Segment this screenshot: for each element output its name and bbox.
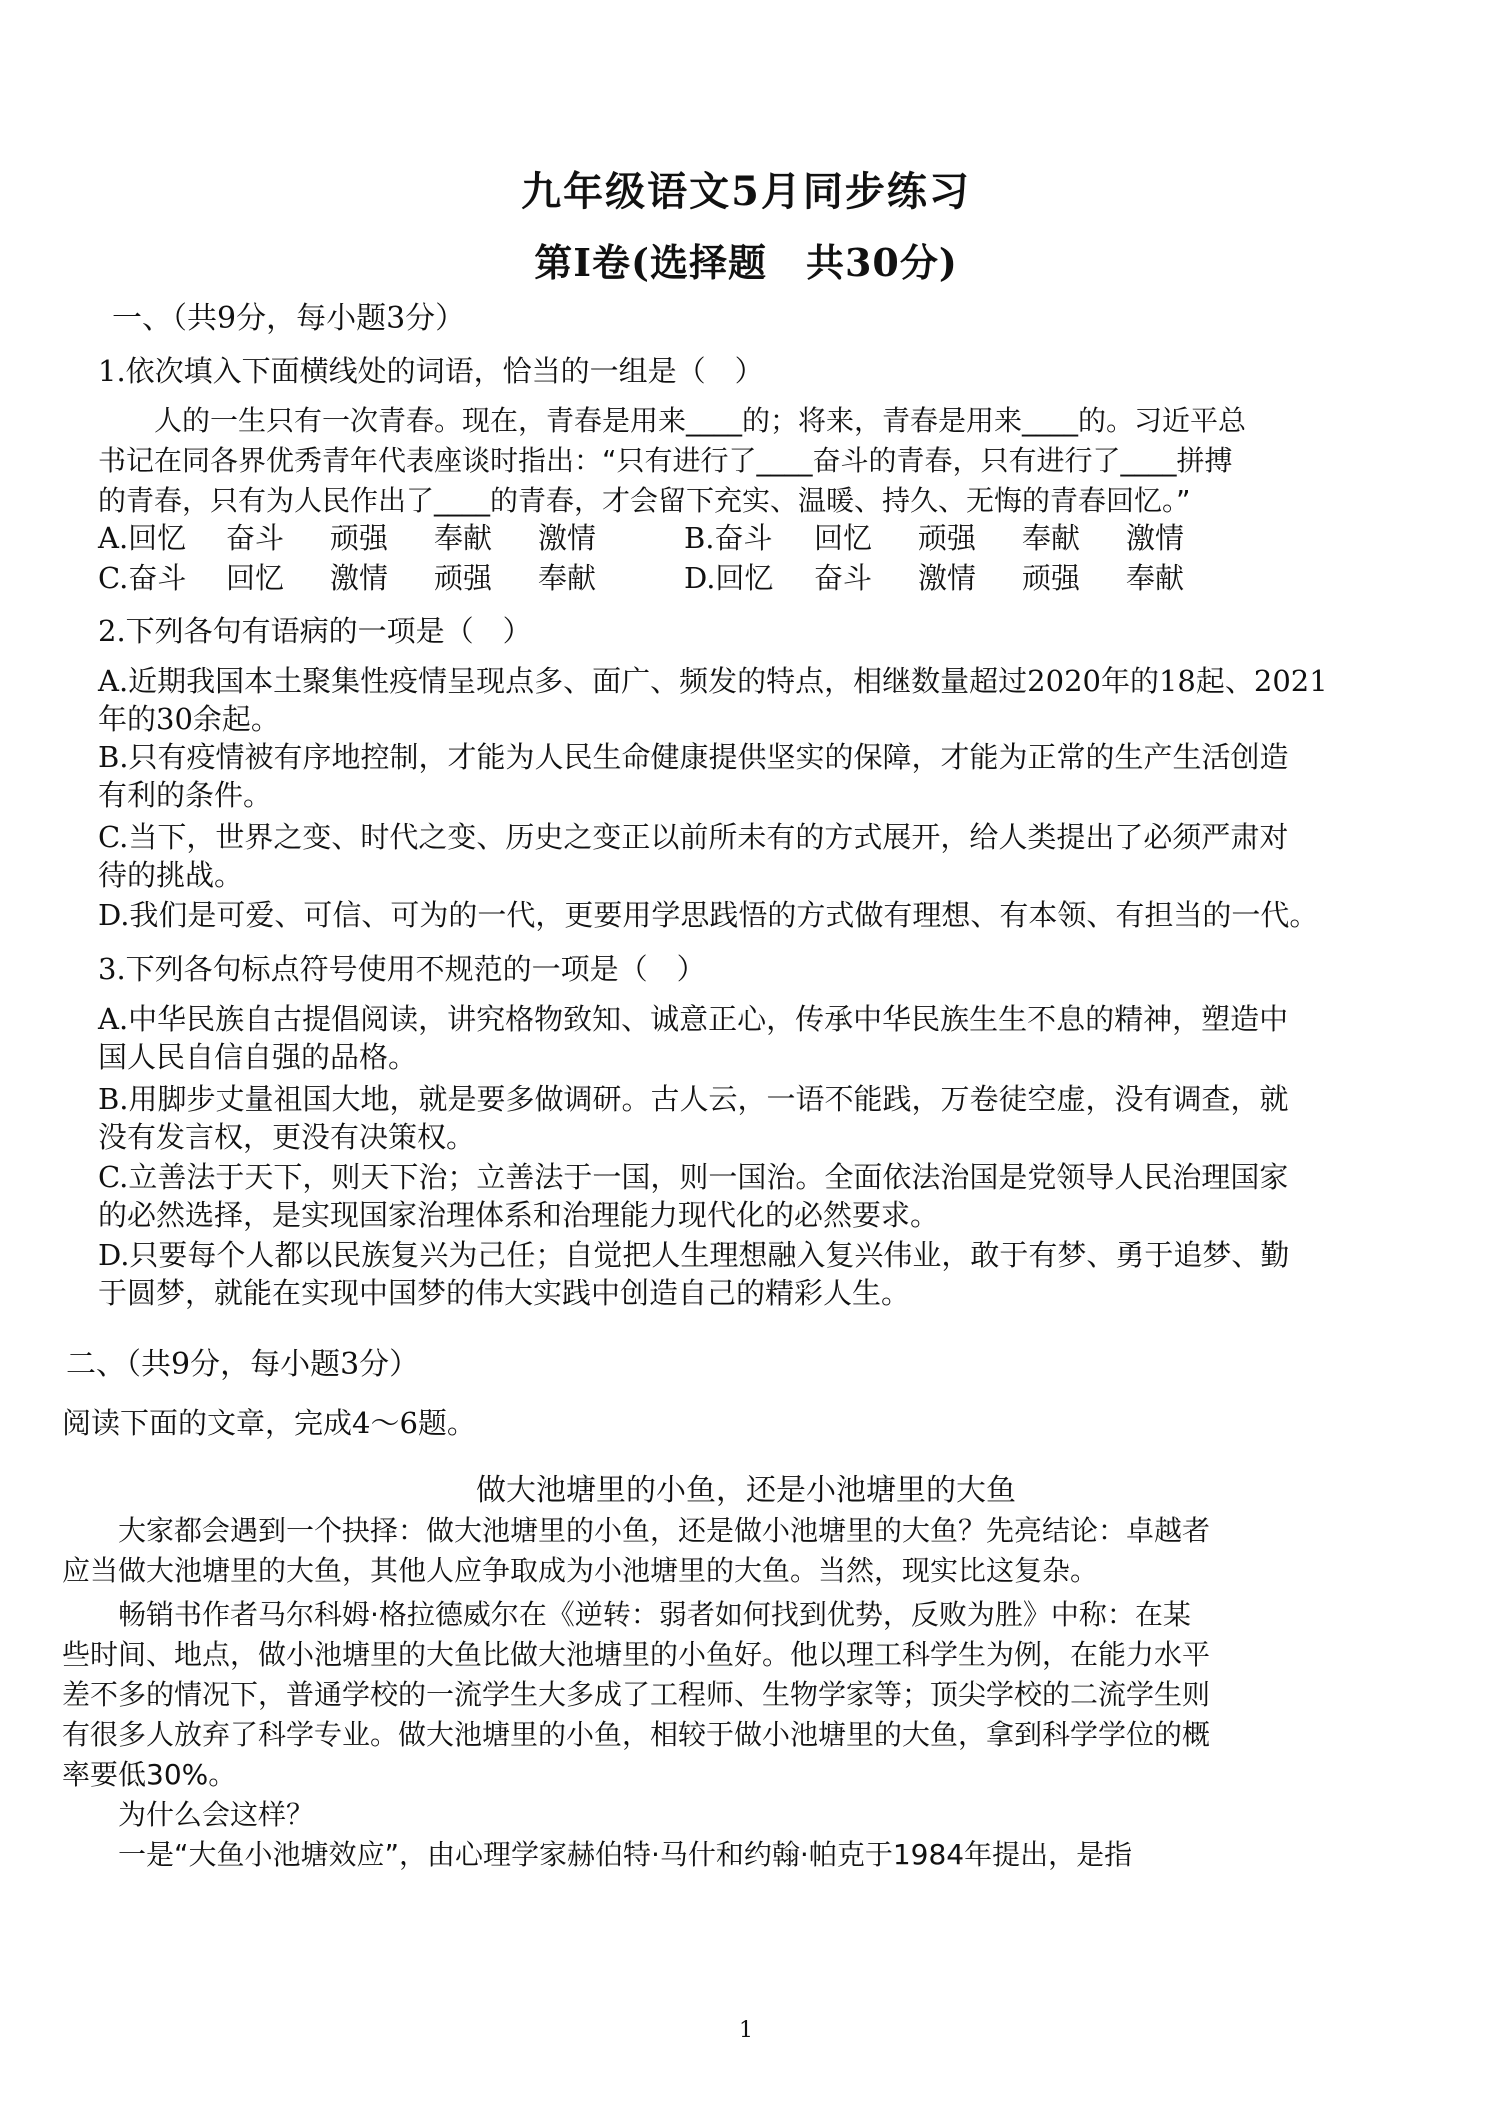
- q1-options-row: [98, 516, 1230, 557]
- section1-heading: 一、（共9分，每小题3分）: [112, 301, 466, 336]
- q2-line: B.只有疫情被有序地控制，才能为人民生命健康提供坚实的保障，才能为正常的生产生活创造: [98, 740, 1289, 774]
- passage-line: 为什么会这样？: [62, 1798, 315, 1831]
- page-number: 1: [739, 2018, 753, 2043]
- passage-line: 差不多的情况下，普通学校的一流学生大多成了工程师、生物学家等；顶尖学校的二流学生则: [62, 1678, 1211, 1711]
- exam-subtitle: 第Ⅰ卷(选择题 共30分): [534, 240, 958, 285]
- q2-stem: 2.下列各句有语病的一项是（ ）: [98, 614, 532, 648]
- exam-title: 九年级语文5月同步练习: [521, 168, 971, 215]
- q1-passage-line: 的青春，只有为人民作出了____的青春，才会留下充实、温暖、持久、无悔的青春回忆。”: [98, 484, 1191, 517]
- q2-line: 年的30余起。: [98, 702, 280, 736]
- q3-stem: 3.下列各句标点符号使用不规范的一项是（ ）: [98, 952, 706, 986]
- q1-option-word: 回忆: [226, 561, 285, 595]
- q1-option-word: 顽强: [918, 521, 977, 555]
- q1-option-word: 奉献: [538, 561, 597, 595]
- section2-instruction: 阅读下面的文章，完成4～6题。: [62, 1406, 476, 1440]
- q1-option-word: A.回忆: [98, 521, 187, 555]
- q1-option-word: 顽强: [434, 561, 493, 595]
- q1-option-word: 激情: [538, 521, 597, 555]
- q1-option-word: 激情: [330, 561, 389, 595]
- q3-line: D.只要每个人都以民族复兴为己任；自觉把人生理想融入复兴伟业，敢于有梦、勇于追梦、勤: [98, 1238, 1290, 1272]
- q1-option-word: 奉献: [434, 521, 493, 555]
- q1-option-word: C.奋斗: [98, 561, 187, 595]
- q3-line: A.中华民族自古提倡阅读，讲究格物致知、诚意正心，传承中华民族生生不息的精神，塑造中: [98, 1002, 1289, 1036]
- q3-line: 的必然选择，是实现国家治理体系和治理能力现代化的必然要求。: [98, 1198, 940, 1232]
- q1-option-word: 激情: [1126, 521, 1185, 555]
- q3-line: C.立善法于天下，则天下治；立善法于一国，则一国治。全面依法治国是党领导人民治理国家: [98, 1160, 1289, 1194]
- q1-option-word: 奉献: [1126, 561, 1185, 595]
- q3-line: 于圆梦，就能在实现中国梦的伟大实践中创造自己的精彩人生。: [98, 1276, 911, 1310]
- q1-option-word: B.奋斗: [684, 521, 773, 555]
- q1-option-word: 奋斗: [226, 521, 285, 555]
- passage-title: 做大池塘里的小鱼，还是小池塘里的大鱼: [476, 1473, 1016, 1508]
- q2-line: C.当下，世界之变、时代之变、历史之变正以前所未有的方式展开，给人类提出了必须严肃对: [98, 820, 1289, 854]
- passage-line: 大家都会遇到一个抉择：做大池塘里的小鱼，还是做小池塘里的大鱼？先亮结论：卓越者: [62, 1514, 1211, 1547]
- q2-line: 有利的条件。: [98, 778, 273, 812]
- q3-line: B.用脚步丈量祖国大地，就是要多做调研。古人云，一语不能践，万卷徒空虚，没有调查，就: [98, 1082, 1289, 1116]
- q3-line: 国人民自信自强的品格。: [98, 1040, 418, 1074]
- passage-line: 应当做大池塘里的大鱼，其他人应争取成为小池塘里的大鱼。当然，现实比这复杂。: [62, 1554, 1099, 1587]
- q1-option-word: 奋斗: [814, 561, 873, 595]
- q3-line: 没有发言权，更没有决策权。: [98, 1120, 476, 1154]
- q1-option-word: D.回忆: [684, 561, 774, 595]
- q2-line: A.近期我国本土聚集性疫情呈现点多、面广、频发的特点，相继数量超过2020年的18起、2021: [98, 664, 1328, 698]
- passage-line: 些时间、地点，做小池塘里的大鱼比做大池塘里的小鱼好。他以理工科学生为例，在能力水平: [62, 1638, 1211, 1671]
- q1-option-word: 回忆: [814, 521, 873, 555]
- q1-option-word: 顽强: [1022, 561, 1081, 595]
- q1-options-row: [98, 556, 1230, 597]
- q2-line: 待的挑战。: [98, 858, 244, 892]
- passage-line: 率要低30%。: [62, 1758, 237, 1791]
- q1-passage-line: 人的一生只有一次青春。现在，青春是用来____的；将来，青春是用来____的。习近平总: [98, 404, 1247, 437]
- q2-line: D.我们是可爱、可信、可为的一代，更要用学思践悟的方式做有理想、有本领、有担当的一代。: [98, 898, 1319, 932]
- passage-line: 畅销书作者马尔科姆·格拉德威尔在《逆转：弱者如何找到优势，反败为胜》中称：在某: [62, 1598, 1191, 1631]
- q1-passage-line: 书记在同各界优秀青年代表座谈时指出：“只有进行了____奋斗的青春，只有进行了____拼搏: [98, 444, 1233, 477]
- q1-option-word: 奉献: [1022, 521, 1081, 555]
- passage-line: 有很多人放弃了科学专业。做大池塘里的小鱼，相较于做小池塘里的大鱼，拿到科学学位的概: [62, 1718, 1211, 1751]
- q1-stem: 1.依次填入下面横线处的词语，恰当的一组是（ ）: [98, 354, 764, 388]
- q1-option-word: 激情: [918, 561, 977, 595]
- q1-option-word: 顽强: [330, 521, 389, 555]
- section2-heading: 二、（共9分，每小题3分）: [66, 1347, 420, 1382]
- passage-line: 一是“大鱼小池塘效应”，由心理学家赫伯特·马什和约翰·帕克于1984年提出，是指: [62, 1838, 1133, 1871]
